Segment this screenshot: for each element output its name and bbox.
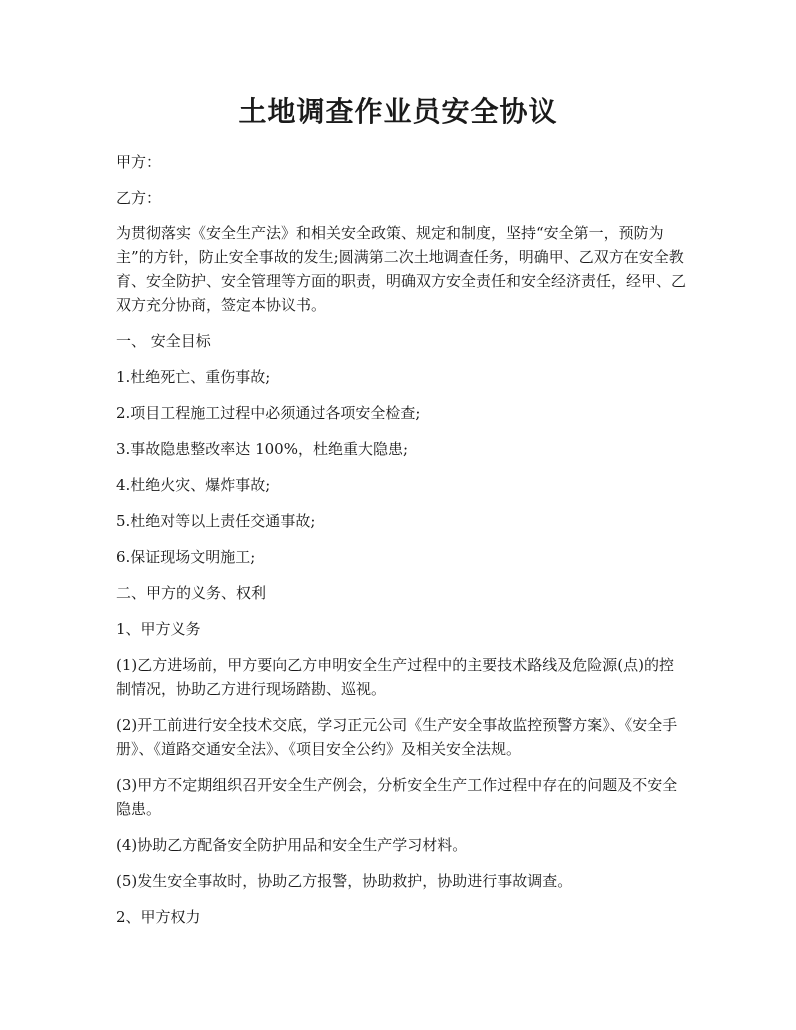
sub-heading-rights: 2、甲方权力 bbox=[116, 908, 201, 926]
section-1-heading: 一、 安全目标 bbox=[116, 332, 211, 350]
obligation-item: (2)开工前进行安全技术交底，学习正元公司《生产安全事故监控预警方案》、《安全手册》、《道路交通安全法》、《项目安全公约》及相关安全法规。 bbox=[116, 716, 678, 758]
goal-item: 3.事故隐患整改率达 100%，杜绝重大隐患; bbox=[116, 440, 409, 458]
obligation-item: (3)甲方不定期组织召开安全生产例会，分析安全生产工作过程中存在的问题及不安全隐患。 bbox=[116, 776, 678, 818]
obligation-item: (5)发生安全事故时，协助乙方报警，协助救护，协助进行事故调查。 bbox=[116, 872, 573, 890]
goal-item: 5.杜绝对等以上责任交通事故; bbox=[116, 512, 316, 530]
sub-heading-obligations: 1、甲方义务 bbox=[116, 620, 201, 638]
section-2-heading: 二、甲方的义务、权利 bbox=[116, 584, 267, 602]
document-title: 土地调查作业员安全协议 bbox=[238, 95, 558, 128]
goal-item: 4.杜绝火灾、爆炸事故; bbox=[116, 476, 271, 494]
party-a-line: 甲方： bbox=[116, 153, 162, 171]
obligation-item: (1)乙方进场前，甲方要向乙方申明安全生产过程中的主要技术路线及危险源(点)的控制情况，协助乙方进行现场踏勘、巡视。 bbox=[116, 656, 674, 698]
goal-item: 6.保证现场文明施工; bbox=[116, 548, 256, 566]
obligation-item: (4)协助乙方配备安全防护用品和安全生产学习材料。 bbox=[116, 836, 468, 854]
goal-item: 1.杜绝死亡、重伤事故; bbox=[116, 368, 271, 386]
party-b-line: 乙方： bbox=[116, 189, 162, 207]
goal-item: 2.项目工程施工过程中必须通过各项安全检查; bbox=[116, 404, 421, 422]
intro-paragraph: 为贯彻落实《安全生产法》和相关安全政策、规定和制度，坚持“安全第一，预防为主”的方针，防止安全事故的发生;圆满第二次土地调查任务，明确甲、乙双方在安全教育、安全防护、安全管理等方面的职责，明确双方安全责任和安全经济责任，经甲、乙双方充分协商，签定本协议书。 bbox=[116, 224, 687, 314]
